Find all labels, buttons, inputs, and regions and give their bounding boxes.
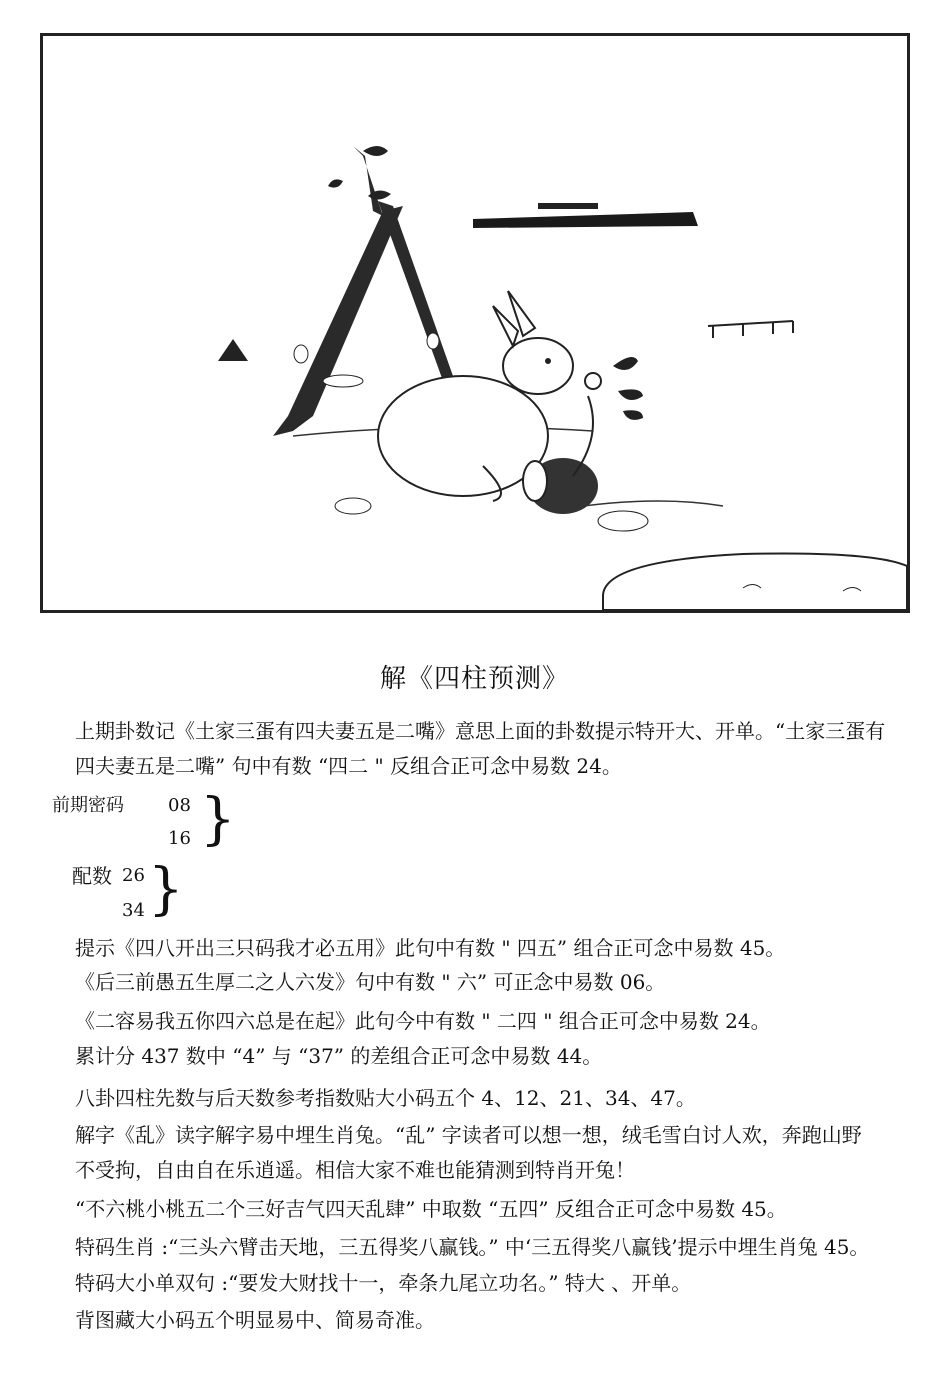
body-line: 不受拘，自由自在乐逍遥。相信大家不难也能猜测到特肖开兔！ <box>75 1158 635 1182</box>
page-title: 解《四柱预测》 <box>379 664 569 694</box>
body-line: 《后三前愚五生厚二之人六发》句中有数 " 六” 可正念中易数 06。 <box>75 970 666 994</box>
brace-icon: } <box>148 857 184 922</box>
brace-icon: } <box>200 787 236 852</box>
previous-code-label: 前期密码 <box>52 795 124 816</box>
body-line: 解字《乱》读字解字易中埋生肖兔。“乱” 字读者可以想一想，绒毛雪白讨人欢，奔跑山野 <box>75 1123 862 1147</box>
previous-code-value: 16 <box>168 828 191 849</box>
body-line: 累计分 437 数中 “4” 与 “37” 的差组合正可念中易数 44。 <box>75 1044 603 1068</box>
pair-value: 34 <box>122 900 145 921</box>
body-line: 背图藏大小码五个明显易中、简易奇准。 <box>75 1308 435 1332</box>
intro-line-2: 四夫妻五是二嘴” 句中有数 “四二 " 反组合正可念中易数 24。 <box>75 754 622 778</box>
body-line: 《二容易我五你四六总是在起》此句今中有数 " 二四 " 组合正可念中易数 24。 <box>75 1009 771 1033</box>
body-line: 八卦四柱先数与后天数参考指数贴大小码五个 4、12、21、34、47。 <box>75 1086 696 1110</box>
body-line: 特码生肖 :“三头六臂击天地，三五得奖八赢钱。” 中‘三五得奖八赢钱’提示中埋生肖兔 45。 <box>75 1235 870 1259</box>
previous-code-value: 08 <box>168 795 191 816</box>
body-line: 提示《四八开出三只码我才必五用》此句中有数 " 四五” 组合正可念中易数 45。 <box>75 936 786 960</box>
body-line: “不六桃小桃五二个三好吉气四天乱肆” 中取数 “五四” 反组合正可念中易数 45。 <box>75 1197 787 1221</box>
intro-line-1: 上期卦数记《土家三蛋有四夫妻五是二嘴》意思上面的卦数提示特开大、开单。“土家三蛋有 <box>75 719 886 743</box>
pair-label: 配数 <box>72 864 112 888</box>
rabbit-illustration <box>43 36 907 610</box>
body-line: 特码大小单双句 :“要发大财找十一，牵条九尾立功名。” 特大 、开单。 <box>75 1271 692 1295</box>
illustration-frame <box>40 33 910 613</box>
pair-value: 26 <box>122 865 145 886</box>
